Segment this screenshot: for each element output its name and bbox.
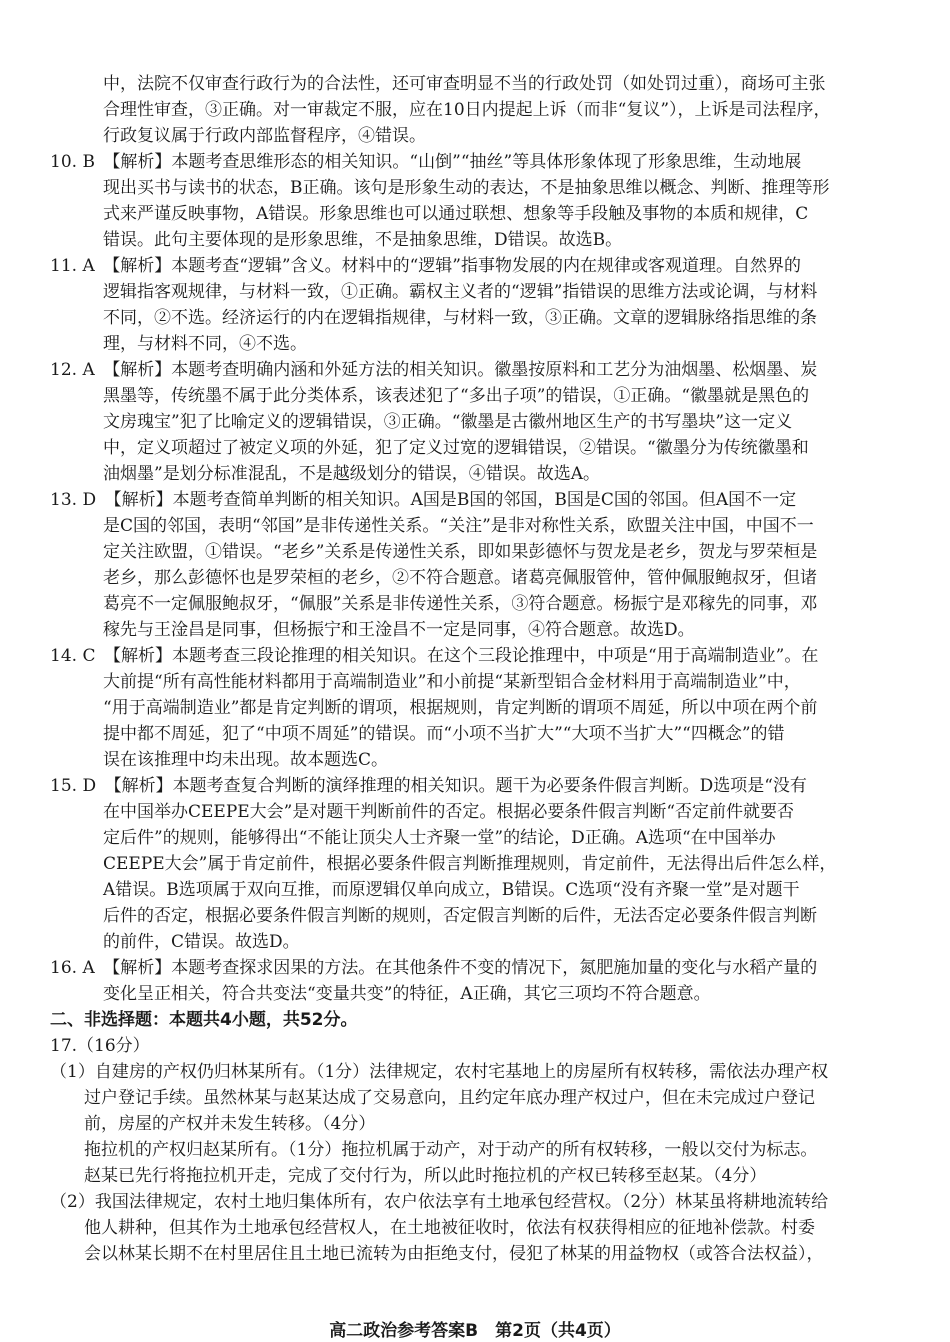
text-line: 变化呈正相关，符合共变法“变量共变”的特征，A正确，其它三项均不符合题意。 (103, 984, 711, 1004)
text-line: 13. D 【解析】本题考查简单判断的相关知识。A国是B国的邻国，B国是C国的邻国。但A国不一定 (50, 490, 797, 510)
text-line: 10. B 【解析】本题考查思维形态的相关知识。“山倒”“抽丝”等具体形象体现了形象思维，生动地展 (50, 152, 802, 172)
text-line: 定后件”的规则，能够得出“不能让顶尖人士齐聚一堂”的结论，D正确。A选项“在中国举办 (103, 828, 776, 848)
text-line: 黑墨等，传统墨不属于此分类体系，该表述犯了“多出子项”的错误，①正确。“徽墨就是黑色的 (103, 386, 810, 406)
text-line: CEEPE大会”属于肯定前件，根据必要条件假言判断推理规则，肯定前件，无法得出后件怎么样， (103, 854, 837, 874)
text-line: 定关注欧盟，①错误。“老乡”关系是传递性关系，即如果彭德怀与贺龙是老乡，贺龙与罗荣桓是 (103, 542, 818, 562)
text-line: 逻辑指客观规律，与材料一致，①正确。霸权主义者的“逻辑”指错误的思维方法或论调，与材料 (103, 282, 818, 302)
text-line: 在中国举办CEEPE大会”是对题干判断前件的否定。根据必要条件假言判断“否定前件就要否 (103, 802, 795, 822)
text-line: 15. D 【解析】本题考查复合判断的演绎推理的相关知识。题干为必要条件假言判断。D选项是“没有 (50, 776, 807, 796)
text-line: 17.（16分） (50, 1036, 150, 1056)
text-line: 中，定义项超过了被定义项的外延，犯了定义过宽的逻辑错误，②错误。“徽墨分为传统徽墨和 (103, 438, 809, 458)
text-line: 式来严谨反映事物，A错误。形象思维也可以通过联想、想象等手段触及事物的本质和规律，C (103, 204, 809, 224)
text-line: 稼先与王淦昌是同事，但杨振宁和王淦昌不一定是同事，④符合题意。故选D。 (103, 620, 695, 640)
text-line: （1）自建房的产权仍归林某所有。（1分）法律规定，农村宅基地上的房屋所有权转移，需依法办理产权 (50, 1062, 829, 1082)
section-heading: 二、非选择题：本题共4小题，共52分。 (50, 1010, 358, 1030)
text-line: 不同，②不选。经济运行的内在逻辑指规律，与材料一致，③正确。文章的逻辑脉络指思维的条 (103, 308, 817, 328)
text-line: 12. A 【解析】本题考查明确内涵和外延方法的相关知识。徽墨按原料和工艺分为油烟墨、松烟墨、炭 (50, 360, 818, 380)
text-line: （2）我国法律规定，农村土地归集体所有，农户依法享有土地承包经营权。（2分）林某虽将耕地流转给 (50, 1192, 829, 1212)
text-line: 过户登记手续。虽然林某与赵某达成了交易意向，且约定年底办理产权过户，但在未完成过户登记 (84, 1088, 815, 1108)
text-line: 16. A 【解析】本题考查探求因果的方法。在其他条件不变的情况下，氮肥施加量的变化与水稻产量的 (50, 958, 818, 978)
text-line: 会以林某长期不在村里居住且土地已流转为由拒绝支付，侵犯了林某的用益物权（或答合法权益）， (84, 1244, 824, 1264)
text-line: 行政复议属于行政内部监督程序，④错误。 (103, 126, 426, 146)
text-line: 14. C 【解析】本题考查三段论推理的相关知识。在这个三段论推理中，中项是“用于高端制造业”。在 (50, 646, 819, 666)
text-line: 误在该推理中均未出现。故本题选C。 (103, 750, 389, 770)
text-line: “用于高端制造业”都是肯定判断的谓项，根据规则，肯定判断的谓项不周延，所以中项在两个前 (103, 698, 818, 718)
text-line: 大前提“所有高性能材料都用于高端制造业”和小前提“某新型铝合金材料用于高端制造业”中， (103, 672, 801, 692)
text-line: 拖拉机的产权归赵某所有。（1分）拖拉机属于动产，对于动产的所有权转移，一般以交付为标志。 (84, 1140, 818, 1160)
text-line: 提中都不周延，犯了“中项不周延”的错误。而“小项不当扩大”“大项不当扩大”“四概念”的错 (103, 724, 785, 744)
text-line: 他人耕种，但其作为土地承包经营权人，在土地被征收时，依法有权获得相应的征地补偿款。村委 (84, 1218, 815, 1238)
text-line: 现出买书与读书的状态，B正确。该句是形象生动的表达，不是抽象思维以概念、判断、推理等形 (103, 178, 830, 198)
text-line: A错误。B选项属于双向互推，而原逻辑仅单向成立，B错误。C选项“没有齐聚一堂”是对题干 (103, 880, 800, 900)
text-line: 文房瑰宝”犯了比喻定义的逻辑错误，③正确。“徽墨是古徽州地区生产的书写墨块”这一定义 (103, 412, 793, 432)
page-footer: 高二政治参考答案B 第2页（共4页） (329, 1321, 621, 1341)
text-line: 前，房屋的产权并未发生转移。（4分） (84, 1114, 376, 1134)
text-line: 葛亮不一定佩服鲍叔牙，“佩服”关系是非传递性关系，③符合题意。杨振宁是邓稼先的同事，邓 (103, 594, 818, 614)
text-line: 理，与材料不同，④不选。 (103, 334, 307, 354)
text-line: 后件的否定，根据必要条件假言判断的规则，否定假言判断的后件，无法否定必要条件假言判断 (103, 906, 817, 926)
text-line: 中，法院不仅审查行政行为的合法性，还可审查明显不当的行政处罚（如处罚过重），商场可主张 (103, 74, 826, 94)
text-line: 赵某已先行将拖拉机开走，完成了交付行为，所以此时拖拉机的产权已转移至赵某。（4分） (84, 1166, 767, 1186)
text-line: 老乡，那么彭德怀也是罗荣桓的老乡，②不符合题意。诸葛亮佩服管仲，管仲佩服鲍叔牙，但诸 (103, 568, 817, 588)
text-line: 是C国的邻国，表明“邻国”是非传递性关系。“关注”是非对称性关系，欧盟关注中国，中国不一 (103, 516, 814, 536)
text-line: 油烟墨”是划分标准混乱，不是越级划分的错误，④错误。故选A。 (103, 464, 600, 484)
text-line: 合理性审查，③正确。对一审裁定不服，应在10日内提起上诉（而非“复议”），上诉是司法程序， (103, 100, 831, 120)
text-line: 错误。此句主要体现的是形象思维，不是抽象思维，D错误。故选B。 (103, 230, 623, 250)
text-line: 的前件，C错误。故选D。 (103, 932, 300, 952)
text-line: 11. A 【解析】本题考查“逻辑”含义。材料中的“逻辑”指事物发展的内在规律或客观道理。自然界的 (50, 256, 801, 276)
